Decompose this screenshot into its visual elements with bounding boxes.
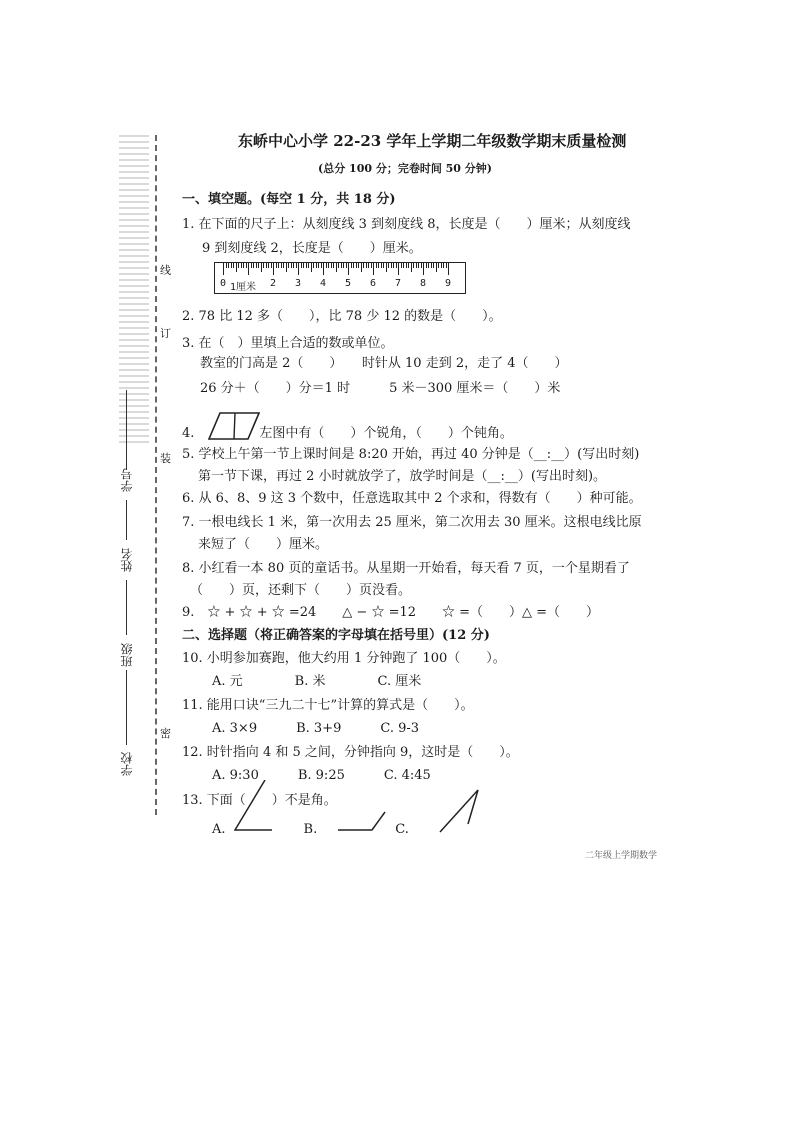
question-line: （ ）页，还剩下（ ）页没看。 bbox=[190, 583, 412, 598]
ruler-tick bbox=[388, 263, 389, 268]
fold-word: 订 bbox=[160, 327, 171, 340]
ruler-tick bbox=[398, 263, 399, 275]
student-no-line bbox=[126, 390, 127, 470]
ruler-label: 0 bbox=[220, 278, 227, 289]
ruler-tick bbox=[321, 263, 322, 268]
ruler-tick bbox=[356, 263, 357, 268]
question-line: 4. 左图中有（ ）个锐角，（ ）个钝角。 bbox=[182, 426, 513, 441]
ruler-tick bbox=[443, 263, 444, 268]
ruler-tick bbox=[236, 263, 237, 272]
ruler-tick bbox=[233, 263, 234, 268]
ruler-tick bbox=[291, 263, 292, 268]
fold-word: 装 bbox=[160, 452, 171, 465]
ruler-tick bbox=[268, 263, 269, 268]
option-a-angle bbox=[235, 780, 272, 830]
ruler-tick bbox=[381, 263, 382, 268]
question-line: 12. 时针指向 4 和 5 之间，分钟指向 9，这时是（ ）。 bbox=[182, 745, 519, 760]
ruler-tick bbox=[438, 263, 439, 268]
question-line: 11. 能用口诀“三九二十七”计算的算式是（ ）。 bbox=[182, 698, 474, 713]
ruler-tick bbox=[298, 263, 299, 275]
options-line: A. B. C. bbox=[212, 822, 409, 837]
ruler-tick bbox=[421, 263, 422, 268]
ruler-tick bbox=[343, 263, 344, 268]
margin-shading bbox=[119, 135, 149, 445]
ruler-label: 5 bbox=[345, 278, 352, 289]
ruler-tick bbox=[313, 263, 314, 268]
question-line: 9. ☆ + ☆ + ☆ =24 △ − ☆ =12 ☆ =（ ）△ =（ ） bbox=[182, 605, 600, 620]
question-line: 6. 从 6、8、9 这 3 个数中，任意选取其中 2 个求和，得数有（ ）种可能。 bbox=[182, 491, 642, 506]
ruler-tick bbox=[448, 263, 449, 275]
ruler-tick bbox=[228, 263, 229, 268]
ruler-tick bbox=[368, 263, 369, 268]
ruler-tick bbox=[423, 263, 424, 275]
ruler-tick bbox=[238, 263, 239, 268]
ruler-tick bbox=[251, 263, 252, 268]
ruler-tick bbox=[418, 263, 419, 268]
ruler-tick bbox=[431, 263, 432, 268]
ruler-tick bbox=[256, 263, 257, 268]
ruler-tick bbox=[286, 263, 287, 272]
question-line: 13. 下面（ ）不是角。 bbox=[182, 793, 337, 808]
ruler-tick bbox=[223, 263, 224, 275]
options-line: A. 元 B. 米 C. 厘米 bbox=[212, 674, 422, 689]
question-line: 10. 小明参加赛跑，他大约用 1 分钟跑了 100（ ）。 bbox=[182, 651, 506, 666]
name-label: 姓名 bbox=[120, 548, 134, 572]
ruler-tick bbox=[271, 263, 272, 268]
ruler-tick bbox=[263, 263, 264, 268]
question-line: 5. 学校上午第一节上课时间是 8:20 开始，再过 40 分钟是（__:__）(写出时刻) bbox=[182, 447, 640, 462]
ruler-tick bbox=[346, 263, 347, 268]
ruler-tick bbox=[303, 263, 304, 268]
options-line: A. 3×9 B. 3+9 C. 9-3 bbox=[212, 721, 420, 736]
ruler-tick bbox=[376, 263, 377, 268]
ruler-tick bbox=[378, 263, 379, 268]
ruler-tick bbox=[241, 263, 242, 268]
ruler-tick bbox=[436, 263, 437, 272]
ruler-tick bbox=[253, 263, 254, 268]
ruler-tick bbox=[348, 263, 349, 275]
ruler-tick bbox=[413, 263, 414, 268]
fold-word: 线 bbox=[160, 264, 171, 277]
ruler-tick bbox=[311, 263, 312, 272]
ruler-tick bbox=[391, 263, 392, 268]
ruler-tick bbox=[266, 263, 267, 268]
student-no-label: 学号 bbox=[120, 468, 134, 492]
fold-line bbox=[155, 135, 157, 815]
ruler-tick bbox=[276, 263, 277, 268]
ruler-figure bbox=[214, 262, 466, 294]
section-heading: 二、选择题（将正确答案的字母填在括号里）(12 分) bbox=[182, 628, 490, 643]
ruler-tick bbox=[283, 263, 284, 268]
ruler-tick bbox=[393, 263, 394, 268]
section-heading: 一、填空题。(每空 1 分，共 18 分) bbox=[182, 192, 396, 207]
ruler-tick bbox=[296, 263, 297, 268]
question-line: 1. 在下面的尺子上：从刻度线 3 到刻度线 8，长度是（ ）厘米；从刻度线 bbox=[182, 217, 631, 232]
class-line bbox=[126, 580, 127, 635]
ruler-tick bbox=[248, 263, 249, 275]
ruler-tick bbox=[446, 263, 447, 268]
ruler-tick bbox=[386, 263, 387, 272]
ruler-tick bbox=[246, 263, 247, 268]
ruler-tick bbox=[428, 263, 429, 268]
question-line: 教室的门高是 2（ ） 时针从 10 走到 2，走了 4（ ） bbox=[200, 356, 568, 371]
ruler-tick bbox=[306, 263, 307, 268]
ruler-tick bbox=[278, 263, 279, 268]
ruler-tick bbox=[366, 263, 367, 268]
ruler-tick bbox=[281, 263, 282, 268]
ruler-tick bbox=[226, 263, 227, 268]
ruler-tick bbox=[273, 263, 274, 275]
ruler-tick bbox=[336, 263, 337, 272]
ruler-tick bbox=[358, 263, 359, 268]
ruler-tick bbox=[258, 263, 259, 268]
ruler-tick bbox=[326, 263, 327, 268]
ruler-tick bbox=[328, 263, 329, 268]
ruler-tick bbox=[371, 263, 372, 268]
ruler-label: 8 bbox=[420, 278, 427, 289]
ruler-tick bbox=[333, 263, 334, 268]
page-title: 东峤中心小学 22-23 学年上学期二年级数学期末质量检测 bbox=[238, 132, 627, 150]
angle-options-figure bbox=[180, 780, 500, 840]
ruler-label: 2 bbox=[270, 278, 277, 289]
page-subtitle: (总分 100 分；完卷时间 50 分钟) bbox=[318, 162, 492, 175]
ruler-tick bbox=[351, 263, 352, 268]
ruler-tick bbox=[406, 263, 407, 268]
question-line: 2. 78 比 12 多（ ），比 78 少 12 的数是（ ）。 bbox=[182, 309, 502, 324]
ruler-tick bbox=[231, 263, 232, 268]
ruler-label: 6 bbox=[370, 278, 377, 289]
class-label: 班级 bbox=[120, 643, 134, 667]
option-c-shape bbox=[440, 790, 478, 832]
question-line: 8. 小红看一本 80 页的童话书。从星期一开始看，每天看 7 页，一个星期看了 bbox=[182, 561, 630, 576]
ruler-tick bbox=[403, 263, 404, 268]
ruler-label: 1厘米 bbox=[230, 282, 257, 293]
ruler-tick bbox=[373, 263, 374, 275]
ruler-tick bbox=[261, 263, 262, 272]
ruler-tick bbox=[433, 263, 434, 268]
options-line: A. 9:30 B. 9:25 C. 4:45 bbox=[212, 768, 431, 783]
question-line: 7. 一根电线长 1 米，第一次用去 25 厘米，第二次用去 30 厘米。这根电线比原 bbox=[182, 515, 642, 530]
ruler-label: 4 bbox=[320, 278, 327, 289]
question-line: 3. 在（ ）里填上合适的数或单位。 bbox=[182, 336, 394, 351]
ruler-tick bbox=[383, 263, 384, 268]
ruler-tick bbox=[341, 263, 342, 268]
fold-word: 密 bbox=[160, 727, 171, 740]
ruler-tick bbox=[426, 263, 427, 268]
ruler-tick bbox=[353, 263, 354, 268]
ruler-tick bbox=[396, 263, 397, 268]
ruler-tick bbox=[243, 263, 244, 268]
question-line: 第一节下课，再过 2 小时就放学了，放学时间是（__:__）(写出时刻)。 bbox=[198, 469, 607, 484]
ruler-tick bbox=[401, 263, 402, 268]
school-line bbox=[126, 670, 127, 745]
ruler-tick bbox=[318, 263, 319, 268]
footer-stamp: 二年级上学期数学 bbox=[585, 851, 658, 861]
ruler-label: 7 bbox=[395, 278, 402, 289]
ruler-tick bbox=[361, 263, 362, 272]
option-b-shape bbox=[338, 812, 385, 830]
ruler-label: 3 bbox=[295, 278, 302, 289]
ruler-tick bbox=[411, 263, 412, 272]
ruler-tick bbox=[323, 263, 324, 275]
ruler-tick bbox=[293, 263, 294, 268]
question-line: 9 到刻度线 2，长度是（ ）厘米。 bbox=[202, 241, 422, 256]
ruler-tick bbox=[416, 263, 417, 268]
ruler-tick bbox=[316, 263, 317, 268]
ruler-label: 9 bbox=[445, 278, 452, 289]
question-line: 26 分＋（ ）分＝1 时 5 米－300 厘米＝（ ）米 bbox=[200, 381, 561, 396]
school-label: 学校 bbox=[120, 752, 134, 776]
ruler-tick bbox=[308, 263, 309, 268]
question-line: 来短了（ ）厘米。 bbox=[198, 537, 329, 552]
ruler-tick bbox=[301, 263, 302, 268]
ruler-tick bbox=[441, 263, 442, 268]
ruler-tick bbox=[408, 263, 409, 268]
ruler-tick bbox=[363, 263, 364, 268]
ruler-tick bbox=[288, 263, 289, 268]
name-line bbox=[126, 500, 127, 540]
ruler-tick bbox=[338, 263, 339, 268]
ruler-tick bbox=[331, 263, 332, 268]
